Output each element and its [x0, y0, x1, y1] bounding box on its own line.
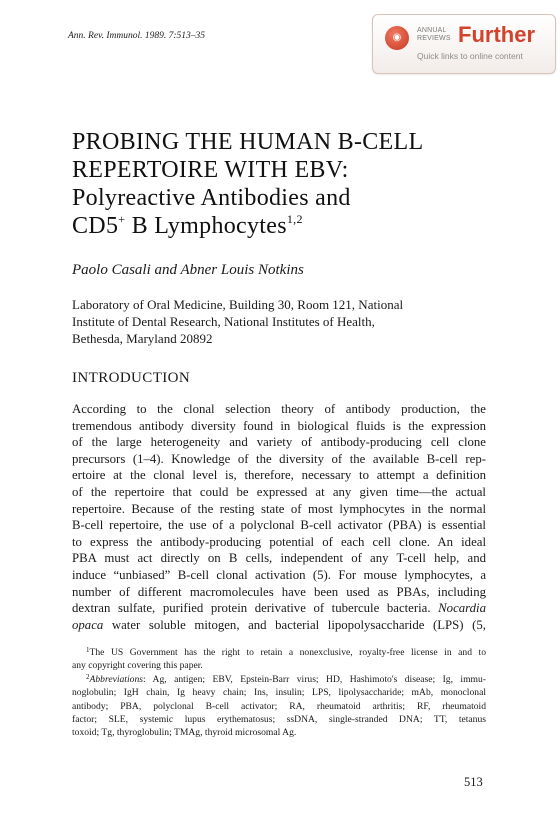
- affiliation: Laboratory of Oral Medicine, Building 30, Room 121, National Institute of Dental Research, National Institutes of Health, Bethesda, Maryland 20892: [72, 297, 404, 346]
- superscript-plus: +: [118, 212, 126, 226]
- annual-reviews-logo-icon: ◉: [385, 26, 409, 50]
- further-brand-label: Further: [458, 22, 535, 47]
- body-line: induce “unbiased” B-cell clonal activation (5). For mouse lymphocytes, a: [72, 567, 486, 582]
- article-title: [72, 128, 512, 240]
- footnote-line: antibody; PBA, polyclonal B-cell activator; RA, rheumatoid arthritis; RF, rheumatoid: [72, 700, 486, 712]
- body-line: dextran sulfate, purified protein derivative of tubercule bacteria. Nocardia: [72, 601, 487, 616]
- body-paragraph: [72, 401, 486, 633]
- body-line: According to the clonal selection theory of antibody production, the: [72, 402, 486, 416]
- body-line: opaca water soluble mitogen, and bacterial lipopolysaccharide (LPS) (5,: [72, 617, 486, 632]
- body-line: ertoire at the clonal level is, therefore, necessary to attempt a definition: [72, 468, 486, 483]
- body-line: tremendous antibody diversity found in biological fluids is the expression: [72, 418, 486, 433]
- body-line: number of different macromolecules have been used as PBAs, including: [72, 584, 486, 599]
- body-line: repertoire. Because of the resting state of most lymphocytes in the normal: [72, 501, 486, 516]
- title-line: PROBING THE HUMAN B-CELL: [72, 129, 424, 155]
- footnote-2: $^2$Abbreviations: Ag, antigen; EBV, Epstein-Barr virus; HD, Hashimoto's disease; Ig, immu-: [86, 672, 486, 685]
- footnote-line: any copyright covering this paper.: [72, 660, 203, 672]
- footnote-line: toxoid; Tg, thyroglobulin; TMAg, thyroid microsomal Ag.: [72, 727, 297, 739]
- footnote-reference[interactable]: 1,2: [286, 212, 303, 226]
- title-line: CD5+ B Lymphocytes$^{1,2}$: [72, 212, 303, 239]
- publisher-name: ANNUAL REVIEWS: [417, 27, 451, 42]
- footnote-line: factor; SLE, systemic lupus erythematosus; ssDNA, single-stranded DNA; TT, tetanus: [72, 713, 486, 725]
- body-line: PBA must act directly on B cells, independent of any T-cell help, and: [72, 551, 486, 566]
- quick-links-tagline[interactable]: Quick links to online content: [417, 51, 523, 61]
- body-line: B-cell repertoire, the use of a polyclonal B-cell activator (PBA) is essential: [72, 518, 486, 533]
- body-line: precursors (1–4). Knowledge of the diversity of the available B-cell rep-: [72, 451, 486, 466]
- title-line: Polyreactive Antibodies and: [72, 185, 351, 211]
- footnote-1: $^1$The US Government has the right to retain a nonexclusive, royalty-free license in and to: [86, 646, 486, 658]
- authors: Paolo Casali and Abner Louis Notkins: [72, 262, 304, 278]
- footnote-line: noglobulin; IgH chain, Ig heavy chain; Ins, insulin; LPS, lipolysaccharide; mAb, monoclonal: [72, 687, 486, 699]
- body-line: of the large heterogeneity and variety of antibody-producing cell clone: [72, 435, 486, 450]
- body-line: to express the antibody-producing potential of each cell clone. An ideal: [72, 534, 486, 549]
- section-heading: INTRODUCTION: [72, 370, 191, 386]
- annual-reviews-further-badge[interactable]: [372, 14, 556, 74]
- page-number: 513: [464, 775, 483, 789]
- footnotes: [72, 646, 486, 740]
- title-line: REPERTOIRE WITH EBV:: [72, 157, 349, 183]
- body-line: of the repertoire that could be expressed at any given time—the actual: [72, 484, 486, 499]
- journal-reference: Ann. Rev. Immunol. 1989. 7:513–35: [68, 31, 206, 41]
